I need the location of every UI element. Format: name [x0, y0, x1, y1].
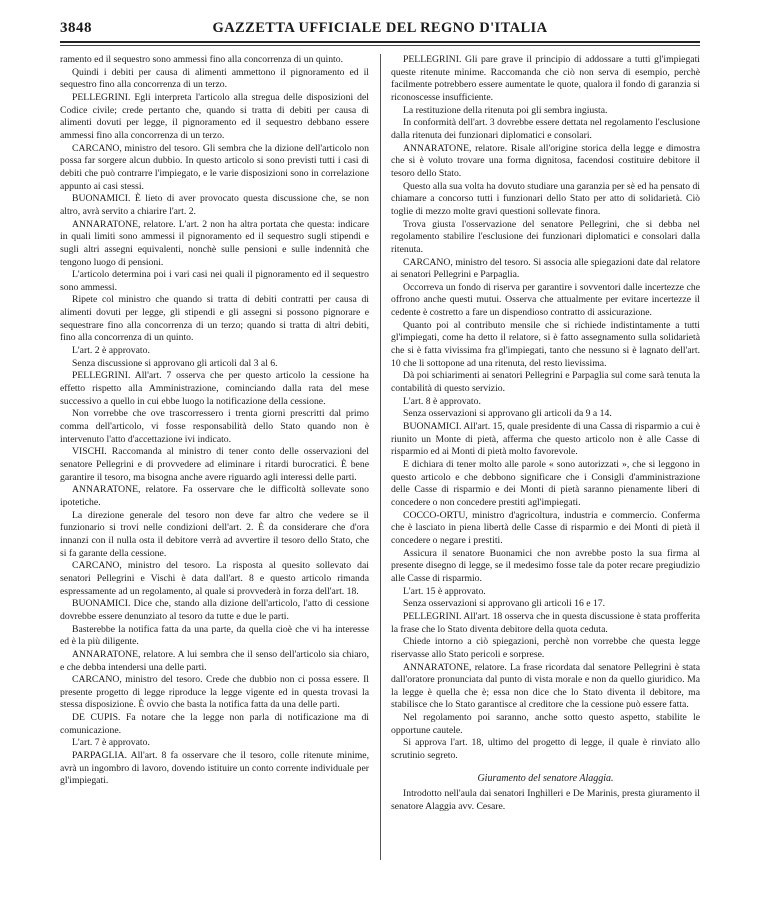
paragraph: L'art. 8 è approvato.	[403, 395, 481, 407]
paragraph: Occorreva un fondo di riserva per garantire i sovventori dalle incertezze che offrono anche questi mutui. Osserva che attualmente per evitare incertezze il cedente è costretto a fare un dispendioso contratto di assicurazione.	[391, 281, 700, 319]
paragraph: Senza discussione si approvano gli articoli dal 3 al 6.	[72, 357, 278, 369]
paragraph: PELLEGRINI. All'art. 18 osserva che in questa discussione è stata profferita la frase che lo Stato diventa debitore della quota ceduta.	[391, 610, 700, 635]
paragraph: Basterebbe la notifica fatta da una parte, da quella cioè che vi ha interesse ed è la più diligente.	[60, 623, 369, 648]
section-heading: Giuramento del senatore Alaggia.	[477, 772, 614, 784]
paragraph: VISCHI. Raccomanda al ministro di tener conto delle osservazioni del senatore Pellegrini e di provvedere ad eliminare i ritardi burocratici. È bene garantire il tesoro, ma bisogna anche avere riguardo agli interessi delle parti.	[60, 446, 369, 483]
paragraph: Non vorrebbe che ove trascorressero i trenta giorni prescritti dal primo comma dell'articolo, vi fosse responsabilità dello Stato quando non è intervenuto l'atto d'accettazione ivi indicato.	[60, 408, 369, 445]
paragraph: BUONAMICI. È lieto di aver provocato questa discussione che, se non altro, avrà servito a chiarire l'art. 2.	[60, 193, 369, 217]
paragraph: La restituzione della ritenuta poi gli sembra ingiusta.	[403, 104, 608, 116]
paragraph: Assicura il senatore Buonamici che non avrebbe posto la sua firma al presente disegno di legge, se il medesimo fosse tale da poter recare pregiudizio alle Casse di risparmio.	[391, 547, 700, 584]
paragraph: L'art. 15 è approvato.	[403, 585, 486, 597]
paragraph: E dichiara di tener molto alle parole « sono autorizzati », che si leggono in questo articolo e che debbono significare che i Consigli d'amministrazione delle Casse di risparmio e dei Monti di pietà saranno pienamente liberi di concedere o non concedere prestiti agl'impiegati.	[391, 459, 700, 508]
paragraph: L'articolo determina poi i vari casi nei quali il pignoramento ed il sequestro sono ammessi.	[60, 269, 369, 293]
paragraph: Quindi i debiti per causa di alimenti ammettono il pignoramento ed il sequestro fino alla concorrenza di un terzo.	[60, 66, 369, 91]
paragraph: PELLEGRINI. Egli interpreta l'articolo alla stregua delle disposizioni del Codice civile; crede pertanto che, quando si tratta di debiti per causa di alimenti dovuti per legge, il pignoramento ed il sequestro debbano essere ammessi fino alla concorrenza di un terzo.	[60, 91, 369, 141]
paragraph: DE CUPIS. Fa notare che la legge non parla di notificazione ma di comunicazione.	[60, 712, 369, 736]
paragraph: ANNARATONE, relatore. Risale all'origine storica della legge e dimostra che si è voluto trovare una forma dignitosa, facendosi costituire debitore il tesoro dello Stato.	[391, 142, 700, 179]
paragraph: In conformità dell'art. 3 dovrebbe essere dettata nel regolamento l'esclusione dalla ritenuta dei funzionari diplomatici e consolari.	[391, 117, 700, 141]
header-rule	[60, 41, 700, 43]
paragraph: CARCANO, ministro del tesoro. Si associa alle spiegazioni date dal relatore ai senatori Pellegrini e Parpaglia.	[391, 256, 700, 281]
paragraph: BUONAMICI. All'art. 15, quale presidente di una Cassa di risparmio a cui è riunito un Monte di pietà, afferma che questo articolo non è alle Casse di risparmio ed ai Monti di pietà molto favorevole.	[391, 421, 700, 458]
paragraph: Quanto poi al contributo mensile che si richiede indistintamente a tutti gl'impiegati, come ha detto il relatore, si è fatto assegnamento sulla solidarietà che si è fatta vivissima fra gl'impiegati, tanto che nessuno si è lagnato dell'art. 10 che li sottopone ad una ritenuta, del resto lievissima.	[391, 319, 700, 369]
paragraph: Trova giusta l'osservazione del senatore Pellegrini, che si debba nel regolamento stabilire l'esclusione dei funzionari diplomatici e consolari dalla ritenuta.	[391, 218, 700, 255]
page-header	[60, 20, 700, 42]
running-head: GAZZETTA UFFICIALE DEL REGNO D'ITALIA	[212, 20, 548, 36]
right-column	[391, 54, 700, 860]
paragraph: PELLEGRINI. Gli pare grave il principio di addossare a tutti gl'impiegati queste ritenute minime. Raccomanda che ciò non serva di esempio, perchè facilmente potrebbero essere aumentate le quote, qualora il fondo di garanzia si riconoscesse insufficiente.	[391, 54, 700, 103]
text-columns	[60, 54, 700, 860]
paragraph: ANNARATONE, relatore. A lui sembra che il senso dell'articolo sia chiaro, e che debba intendersi una delle parti.	[60, 648, 369, 673]
paragraph: ANNARATONE, relatore. La frase ricordata dal senatore Pellegrini è stata dall'oratore pronunciata dal punto di vista morale e non da quello giuridico. Ma la legge è quella che è; essa non dice che lo Stato diventa il debitore, ma stabilisce che lo Stato garantisce al creditore che la cessione può essere fatta.	[391, 661, 700, 711]
paragraph: COCCO-ORTU, ministro d'agricoltura, industria e commercio. Conferma che è lasciato in piena libertà delle Casse di risparmio e dei Monti di pietà il concedere o negare i prestiti.	[391, 509, 700, 546]
paragraph: La direzione generale del tesoro non deve far altro che vedere se il funzionario si trovi nelle condizioni dell'art. 2. È da considerare che d'ora innanzi con il nulla osta il debitore verrà ad avvertire il tesoro dello Stato, che si fa garante della cessione.	[60, 509, 369, 559]
paragraph: Chiede intorno a ciò spiegazioni, perchè non vorrebbe che questa legge riservasse allo Stato pericoli e sorprese.	[391, 636, 700, 660]
paragraph: Ripete col ministro che quando si tratta di debiti contratti per causa di alimenti dovuti per legge, gli stipendi e gli assegni si possono pignorare e sequestrare fino alla concorrenza di un terzo; quando si tratta di altri debiti, fino alla concorrenza di un quinto.	[60, 294, 369, 344]
gazette-page	[60, 20, 700, 860]
paragraph: L'art. 2 è approvato.	[72, 345, 150, 357]
paragraph: ANNARATONE, relatore. Fa osservare che le difficoltà sollevate sono ipotetiche.	[60, 484, 369, 508]
paragraph: L'art. 7 è approvato.	[72, 737, 150, 749]
paragraph: Dà poi schiarimenti ai senatori Pellegrini e Parpaglia sul come sarà tenuta la contabilità di questo servizio.	[391, 370, 700, 395]
left-column	[60, 54, 369, 860]
header-rule-thin	[60, 45, 700, 46]
paragraph: Introdotto nell'aula dai senatori Inghilleri e De Marinis, presta giuramento il senatore Alaggia avv. Cesare.	[391, 788, 700, 813]
paragraph: Senza osservazioni si approvano gli articoli da 9 a 14.	[403, 408, 612, 420]
page-number: 3848	[60, 20, 92, 36]
paragraph: Si approva l'art. 18, ultimo del progetto di legge, il quale è rinviato allo scrutinio segreto.	[391, 737, 700, 762]
paragraph: Senza osservazioni si approvano gli articoli 16 e 17.	[403, 598, 606, 610]
paragraph: Questo alla sua volta ha dovuto studiare una garanzia per sè ed ha pensato di chiamare a concorso tutti i funzionari dello Stato per atto di solidarietà. Ciò toglie di mezzo molte gravi questioni sollevate finora.	[391, 180, 700, 217]
paragraph: CARCANO, ministro del tesoro. Gli sembra che la dizione dell'articolo non possa far sorgere alcun dubbio. In questo articolo si sono previsti tutti i casi di debiti che può contrarre l'impiegato, e le varie disposizioni sono in correlazione appunto ai casi stessi.	[60, 142, 369, 192]
paragraph: ANNARATONE, relatore. L'art. 2 non ha altra portata che questa: indicare in quali limiti sono ammessi il pignoramento ed il sequestro sugli stipendi e sugli altri assegni equivalenti, nonchè sulle pensioni e sulle indennità che tengono luogo di pensioni.	[60, 218, 369, 268]
paragraph: PELLEGRINI. All'art. 7 osserva che per questo articolo la cessione ha effetto rispetto alla Amministrazione, cominciando dalla rata del mese successivo a quello in cui ebbe luogo la notificazione della cessione.	[60, 370, 369, 407]
paragraph: ramento ed il sequestro sono ammessi fino alla concorrenza di un quinto.	[60, 54, 344, 65]
paragraph: CARCANO, ministro del tesoro. Crede che dubbio non ci possa essere. Il presente progetto di legge riproduce la legge vigente ed in questa trovasi la stessa disposizione. È ovvio che basta la notifica fatta da una delle parti.	[60, 674, 369, 711]
column-divider	[380, 54, 381, 860]
paragraph: BUONAMICI. Dice che, stando alla dizione dell'articolo, l'atto di cessione dovrebbe essere denunziato al tesoro da tutte e due le parti.	[60, 598, 369, 622]
paragraph: PARPAGLIA. All'art. 8 fa osservare che il tesoro, colle ritenute minime, avrà un ingombro di lavoro, dovendo istituire un conto corrente individuale per gl'impiegati.	[60, 750, 369, 787]
paragraph: Nel regolamento poi saranno, anche sotto questo aspetto, stabilite le opportune cautele.	[391, 712, 700, 736]
paragraph: CARCANO, ministro del tesoro. La risposta al quesito sollevato dai senatori Pellegrini e Vischi è data dall'art. 8 e questo articolo rimanda espressamente ad un regolamento, al quale si provvederà in forza dell'art. 18.	[60, 560, 369, 597]
